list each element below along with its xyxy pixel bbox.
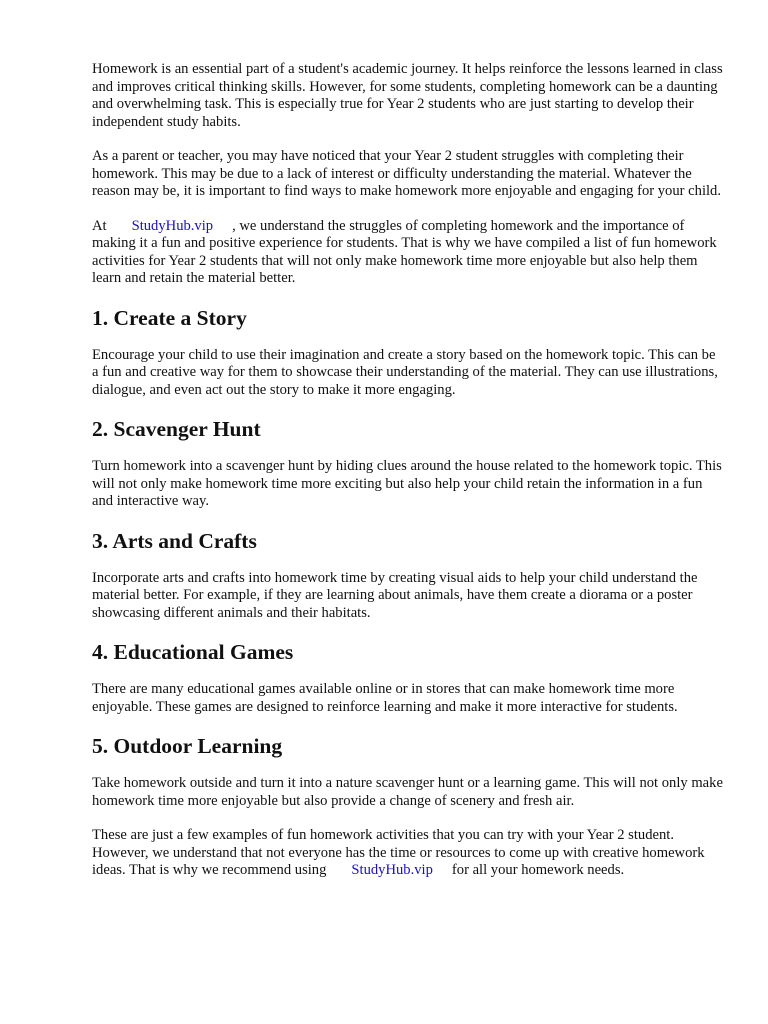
document-page bbox=[92, 61, 724, 897]
section-body-arts-and-crafts: Incorporate arts and crafts into homework time by creating visual aids to help your child understand the material better. For example, if they are learning about animals, have them create a diorama or a poster showcasing different animals and their habitats. bbox=[92, 569, 698, 621]
closing-paragraph-rest: for all your homework needs. bbox=[451, 862, 625, 878]
intro-paragraph-2: As a parent or teacher, you may have noticed that your Year 2 student struggles with completing their homework. This may be due to a lack of interest or difficulty understanding the material. Whatever the reason may be, it is important to find ways to make homework more enjoyable and engaging for your child. bbox=[92, 148, 721, 199]
closing-paragraph-lead: These are just a few examples of fun homework activities that you can try with your Year 2 student. However, we understand that not everyone has the time or resources to come up with creative homework ideas. That is why we recommend using bbox=[92, 827, 705, 878]
section-body-educational-games: There are many educational games available online or in stores that can make homework time more enjoyable. These games are designed to reinforce learning and make it more interactive for students. bbox=[92, 681, 678, 715]
section-body-create-a-story: Encourage your child to use their imagination and create a story based on the homework topic. This can be a fun and creative way for them to showcase their understanding of the material. They can use illustrations, dialogue, and even act out the story to make it more engaging. bbox=[92, 346, 718, 398]
section-heading-arts-and-crafts: 3. Arts and Crafts bbox=[92, 528, 257, 553]
section-heading-create-a-story: 1. Create a Story bbox=[92, 305, 247, 330]
section-heading-educational-games: 4. Educational Games bbox=[92, 640, 294, 664]
section-heading-outdoor-learning: 5. Outdoor Learning bbox=[92, 734, 283, 758]
intro-paragraph-1: Homework is an essential part of a student's academic journey. It helps reinforce the lessons learned in class and improves critical thinking skills. However, for some students, completing homework can be a daunting and overwhelming task. This is especially true for Year 2 students who are just starting to develop their independent study habits. bbox=[92, 61, 723, 130]
intro-paragraph-3-lead: At bbox=[92, 217, 107, 234]
closing-paragraph bbox=[92, 827, 724, 880]
section-body-outdoor-learning: Take homework outside and turn it into a nature scavenger hunt or a learning game. This will not only make homework time more enjoyable but also provide a change of scenery and fresh air. bbox=[92, 775, 723, 809]
intro-paragraph-3-rest: , we understand the struggles of completing homework and the importance of making it a fun and positive experience for students. That is why we have compiled a list of fun homework activities for Year 2 students that will not only make homework time more enjoyable but also help them learn and retain the material better. bbox=[92, 217, 717, 286]
intro-paragraph-3 bbox=[92, 218, 724, 288]
section-heading-scavenger-hunt: 2. Scavenger Hunt bbox=[92, 417, 261, 441]
studyhub-link-closing[interactable]: StudyHub.vip bbox=[351, 862, 433, 878]
studyhub-link[interactable]: StudyHub.vip bbox=[131, 217, 214, 234]
section-body-scavenger-hunt: Turn homework into a scavenger hunt by hiding clues around the house related to the homework topic. This will not only make homework time more exciting but also help your child retain the information in a fun and interactive way. bbox=[92, 458, 722, 509]
